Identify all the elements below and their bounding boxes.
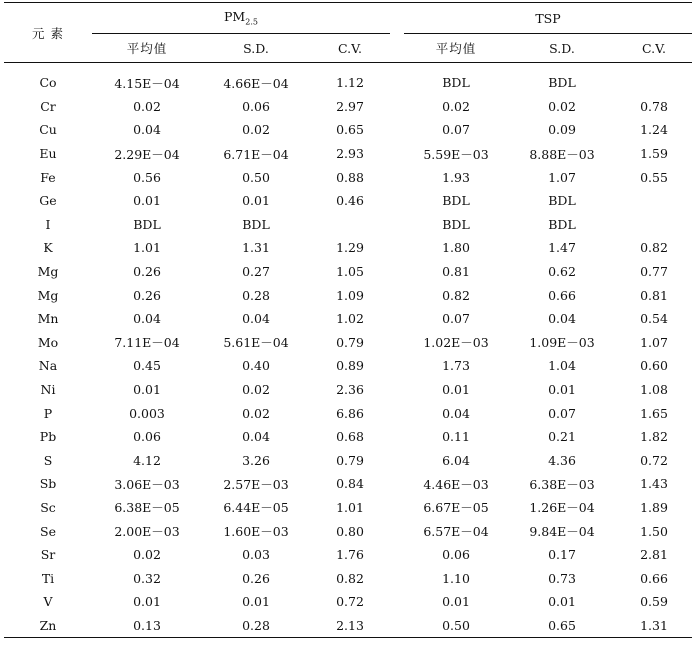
tsp-cv-cell: 1.07 [640, 334, 668, 350]
pm25-cv-cell: 1.02 [336, 311, 364, 327]
tsp-mean-cell: 0.11 [442, 429, 470, 445]
tsp-sd-cell: 4.36 [548, 452, 576, 468]
pm25-sd-cell: 0.04 [242, 311, 270, 327]
table-row [4, 449, 692, 473]
table-row [4, 543, 692, 567]
tsp-cv-cell: 1.08 [640, 382, 668, 398]
table-row [4, 401, 692, 425]
table-row [4, 378, 692, 402]
pm25-sd-cell: 0.01 [242, 594, 270, 610]
table-row [4, 236, 692, 260]
element-column-header [4, 3, 92, 63]
gap-cell [390, 449, 404, 473]
tsp-cv-cell: 0.60 [640, 358, 668, 374]
pm25-cv-cell: 2.97 [336, 98, 364, 114]
tsp-mean-cell: 0.06 [442, 547, 470, 563]
tsp-cv-cell [616, 213, 692, 237]
pm25-mean-cell: 0.01 [133, 193, 161, 209]
gap-cell [390, 614, 404, 638]
pm25-mean-cell: BDL [133, 216, 161, 232]
table-row [4, 260, 692, 284]
pm25-mean-cell: 7.11E－04 [114, 335, 180, 351]
tsp-mean-cell: 0.04 [442, 405, 470, 421]
pm25-cv-cell: 0.89 [336, 358, 364, 374]
pm25-sd-cell: 0.26 [242, 570, 270, 586]
tsp-cv-header: C.V. [616, 34, 692, 63]
tsp-mean-cell: 0.02 [442, 98, 470, 114]
tsp-cv-cell: 2.81 [640, 547, 668, 563]
element-cell: Se [40, 523, 56, 539]
header-gap [390, 34, 404, 63]
pm25-cv-cell: 0.65 [336, 122, 364, 138]
tsp-cv-cell: 0.72 [640, 452, 668, 468]
tsp-mean-cell: BDL [442, 193, 470, 209]
pm25-sd-cell: 1.60E－03 [223, 524, 289, 540]
header-row-stats [4, 34, 692, 63]
gap-cell [390, 71, 404, 95]
pm25-cv-header: C.V. [310, 34, 390, 63]
table-row [4, 118, 692, 142]
gap-cell [390, 543, 404, 567]
element-cell: Sr [40, 547, 56, 563]
table-row [4, 566, 692, 590]
header-row-groups [4, 3, 692, 34]
pm25-label-main: PM [224, 9, 246, 25]
gap-cell [390, 307, 404, 331]
tsp-sd-cell: 0.21 [548, 429, 576, 445]
tsp-mean-cell: 0.82 [442, 287, 470, 303]
pm25-mean-cell: 0.26 [133, 264, 161, 280]
pm25-sd-cell: 0.06 [242, 98, 270, 114]
table-row [4, 95, 692, 119]
pm25-cv-cell: 6.86 [336, 405, 364, 421]
tsp-mean-cell: 0.01 [442, 382, 470, 398]
element-cell: S [43, 452, 53, 468]
tsp-mean-cell: 6.57E－04 [423, 524, 489, 540]
element-cell: K [43, 240, 53, 256]
pm25-cv-cell: 0.46 [336, 193, 364, 209]
tsp-mean-cell: 5.59E－03 [423, 146, 489, 162]
tsp-mean-cell: 4.46E－03 [423, 476, 489, 492]
pm25-cv-cell: 1.76 [336, 547, 364, 563]
tsp-cv-cell: 1.50 [640, 523, 668, 539]
pm25-sd-cell: 2.57E－03 [223, 476, 289, 492]
pm25-mean-cell: 4.15E－04 [114, 75, 180, 91]
tsp-sd-cell: 0.01 [548, 382, 576, 398]
tsp-mean-cell: 1.02E－03 [423, 335, 489, 351]
gap-cell [390, 165, 404, 189]
gap-cell [390, 142, 404, 166]
pm25-group-header [92, 3, 390, 34]
gap-cell [390, 425, 404, 449]
element-cell: Cu [39, 122, 57, 138]
pm25-sd-cell: 0.28 [242, 287, 270, 303]
pm25-mean-cell: 0.04 [133, 311, 161, 327]
tsp-cv-cell: 0.82 [640, 240, 668, 256]
tsp-sd-cell: 0.01 [548, 594, 576, 610]
gap-cell [390, 331, 404, 355]
tsp-sd-cell: 0.73 [548, 570, 576, 586]
tsp-sd-cell: 0.04 [548, 311, 576, 327]
pm25-sd-header: S.D. [202, 34, 310, 63]
tsp-cv-cell: 1.89 [640, 499, 668, 515]
tsp-cv-cell: 0.54 [640, 311, 668, 327]
table-row [4, 496, 692, 520]
table-row [4, 472, 692, 496]
table-row [4, 189, 692, 213]
tsp-label-main: TSP [535, 10, 561, 26]
element-cell: Sb [39, 476, 57, 492]
tsp-mean-cell: 0.07 [442, 311, 470, 327]
pm25-mean-cell: 3.06E－03 [114, 476, 180, 492]
pm25-cv-cell: 0.88 [336, 169, 364, 185]
table-row [4, 331, 692, 355]
table-row [4, 213, 692, 237]
tsp-sd-cell: 9.84E－04 [529, 524, 595, 540]
pm25-cv-cell [310, 213, 390, 237]
element-cell: V [43, 594, 53, 610]
pm25-sd-cell: 4.66E－04 [223, 75, 289, 91]
tsp-sd-cell: BDL [548, 193, 576, 209]
tsp-cv-cell: 1.31 [616, 614, 692, 638]
tsp-sd-cell: 0.07 [548, 405, 576, 421]
tsp-mean-cell: BDL [442, 75, 470, 91]
tsp-cv-cell: 0.66 [640, 570, 668, 586]
gap-cell [390, 566, 404, 590]
tsp-mean-cell: 6.67E－05 [423, 500, 489, 516]
tsp-sd-cell: 0.62 [548, 264, 576, 280]
tsp-mean-cell: 0.07 [442, 122, 470, 138]
gap-cell [390, 472, 404, 496]
pm25-mean-cell: 0.04 [133, 122, 161, 138]
tsp-sd-cell: BDL [548, 75, 576, 91]
pm25-sd-cell: 0.02 [242, 382, 270, 398]
pm25-sd-cell: 0.02 [242, 122, 270, 138]
tsp-mean-cell: 0.50 [404, 614, 508, 638]
tsp-mean-cell: 0.81 [442, 264, 470, 280]
element-cell: Mg [37, 287, 59, 303]
tsp-cv-cell: 0.78 [640, 98, 668, 114]
pm25-cv-cell: 0.79 [336, 452, 364, 468]
pm25-cv-cell: 1.29 [336, 240, 364, 256]
tsp-sd-cell: 0.09 [548, 122, 576, 138]
tsp-sd-cell: BDL [548, 216, 576, 232]
gap-cell [390, 236, 404, 260]
pm25-sd-cell: 0.01 [242, 193, 270, 209]
tsp-mean-cell: 1.73 [442, 358, 470, 374]
pm25-sd-cell: 0.04 [242, 429, 270, 445]
gap-cell [390, 519, 404, 543]
tsp-mean-cell: 1.80 [442, 240, 470, 256]
element-cell: P [43, 405, 53, 421]
pm25-cv-cell: 2.36 [336, 382, 364, 398]
tsp-cv-cell: 1.43 [640, 476, 668, 492]
gap-cell [390, 401, 404, 425]
gap-cell [390, 590, 404, 614]
gap-cell [390, 496, 404, 520]
pm25-cv-cell: 1.01 [336, 499, 364, 515]
pm25-cv-cell: 0.68 [336, 429, 364, 445]
pm25-sd-cell: BDL [242, 216, 270, 232]
element-cell: Ge [39, 193, 57, 209]
element-cell: Mn [37, 311, 59, 327]
pm25-cv-cell: 2.93 [336, 146, 364, 162]
pm25-mean-cell: 0.003 [129, 405, 165, 421]
tsp-mean-cell: 1.10 [442, 570, 470, 586]
tsp-sd-cell: 0.17 [548, 547, 576, 563]
element-cell: I [45, 216, 51, 232]
pm25-cv-cell: 0.84 [336, 476, 364, 492]
tsp-mean-cell: 0.01 [442, 594, 470, 610]
table-row [4, 307, 692, 331]
tsp-cv-cell: 1.82 [640, 429, 668, 445]
pm25-sd-cell: 6.44E－05 [223, 500, 289, 516]
pm25-mean-cell: 6.38E－05 [114, 500, 180, 516]
element-cell: Mo [37, 334, 59, 350]
element-cell: Cr [40, 98, 56, 114]
pm25-sd-cell: 0.27 [242, 264, 270, 280]
element-cell: Mg [37, 264, 59, 280]
gap-cell [390, 189, 404, 213]
tsp-cv-cell: 0.55 [640, 169, 668, 185]
element-cell: Ti [41, 570, 55, 586]
tsp-sd-cell: 1.09E－03 [529, 335, 595, 351]
pm25-sd-cell: 0.02 [242, 405, 270, 421]
tsp-mean-cell: 6.04 [442, 452, 470, 468]
table-row [4, 283, 692, 307]
pm25-mean-header: 平均值 [92, 34, 202, 63]
element-cell: Zn [4, 614, 92, 638]
pm25-mean-cell: 0.45 [133, 358, 161, 374]
tsp-cv-cell [616, 71, 692, 95]
pm25-cv-cell: 0.72 [336, 594, 364, 610]
tsp-cv-cell: 1.59 [640, 146, 668, 162]
element-cell: Na [38, 358, 58, 374]
tsp-cv-cell: 1.65 [640, 405, 668, 421]
table-row [4, 519, 692, 543]
element-cell: Co [39, 75, 57, 91]
tsp-cv-cell: 1.24 [640, 122, 668, 138]
pm25-mean-cell: 0.02 [133, 98, 161, 114]
tsp-cv-cell [616, 189, 692, 213]
pm25-cv-cell: 0.79 [336, 334, 364, 350]
pm25-mean-cell: 0.56 [133, 169, 161, 185]
gap-cell [390, 283, 404, 307]
gap-cell [390, 118, 404, 142]
pm25-mean-cell: 4.12 [133, 452, 161, 468]
pm25-cv-cell: 2.13 [310, 614, 390, 638]
pm25-mean-cell: 0.26 [133, 287, 161, 303]
table-body [4, 63, 692, 638]
element-cell: Ni [40, 382, 56, 398]
tsp-sd-cell: 1.07 [548, 169, 576, 185]
gap-cell [390, 354, 404, 378]
pm25-mean-cell: 0.32 [133, 570, 161, 586]
tsp-mean-header: 平均值 [404, 34, 508, 63]
pm25-mean-cell: 2.00E－03 [114, 524, 180, 540]
tsp-sd-cell: 1.04 [548, 358, 576, 374]
pm25-mean-cell: 0.01 [133, 594, 161, 610]
tsp-sd-header: S.D. [508, 34, 616, 63]
pm25-mean-cell: 0.02 [133, 547, 161, 563]
gap-cell [390, 378, 404, 402]
element-cell: Sc [40, 499, 56, 515]
pm25-sd-cell: 0.40 [242, 358, 270, 374]
tsp-sd-cell: 6.38E－03 [529, 476, 595, 492]
table-row [4, 354, 692, 378]
tsp-cv-cell: 0.81 [640, 287, 668, 303]
pm25-mean-cell: 2.29E－04 [114, 146, 180, 162]
element-cell: Eu [39, 146, 57, 162]
gap-cell [390, 260, 404, 284]
tsp-cv-cell: 0.77 [640, 264, 668, 280]
tsp-sd-cell: 8.88E－03 [529, 146, 595, 162]
pm25-sd-cell: 0.03 [242, 547, 270, 563]
data-table [4, 2, 692, 638]
pm25-cv-cell: 1.12 [336, 75, 364, 91]
pm25-sd-cell: 0.50 [242, 169, 270, 185]
tsp-sd-cell: 0.65 [508, 614, 616, 638]
table-row [4, 142, 692, 166]
gap-cell [390, 213, 404, 237]
tsp-group-header [404, 3, 692, 34]
pm25-cv-cell: 0.80 [336, 523, 364, 539]
pm25-mean-cell: 1.01 [133, 240, 161, 256]
pm25-mean-cell: 0.06 [133, 429, 161, 445]
tsp-sd-cell: 1.47 [548, 240, 576, 256]
tsp-sd-cell: 0.66 [548, 287, 576, 303]
pm25-sd-cell: 6.71E－04 [223, 146, 289, 162]
pm25-label-sub: 2.5 [245, 17, 258, 27]
pm25-sd-cell: 0.28 [202, 614, 310, 638]
element-cell: Fe [40, 169, 56, 185]
element-cell: Pb [39, 429, 57, 445]
pm25-cv-cell: 1.09 [336, 287, 364, 303]
tsp-sd-cell: 0.02 [548, 98, 576, 114]
tsp-cv-cell: 0.59 [640, 594, 668, 610]
pm25-mean-cell: 0.01 [133, 382, 161, 398]
element-header-label: 元 素 [32, 25, 64, 41]
table-row [4, 165, 692, 189]
pm25-cv-cell: 1.05 [336, 264, 364, 280]
tsp-sd-cell: 1.26E－04 [529, 500, 595, 516]
spacer-row [4, 63, 692, 72]
gap-cell [390, 95, 404, 119]
pm25-mean-cell: 0.13 [92, 614, 202, 638]
pm25-cv-cell: 0.82 [336, 570, 364, 586]
pm25-sd-cell: 1.31 [242, 240, 270, 256]
table-row [4, 425, 692, 449]
tsp-mean-cell: 1.93 [442, 169, 470, 185]
table-row [4, 71, 692, 95]
table-row [4, 614, 692, 638]
table-row [4, 590, 692, 614]
group-gap [390, 3, 404, 34]
tsp-mean-cell: BDL [442, 216, 470, 232]
pm25-sd-cell: 5.61E－04 [223, 335, 289, 351]
pm25-sd-cell: 3.26 [242, 452, 270, 468]
